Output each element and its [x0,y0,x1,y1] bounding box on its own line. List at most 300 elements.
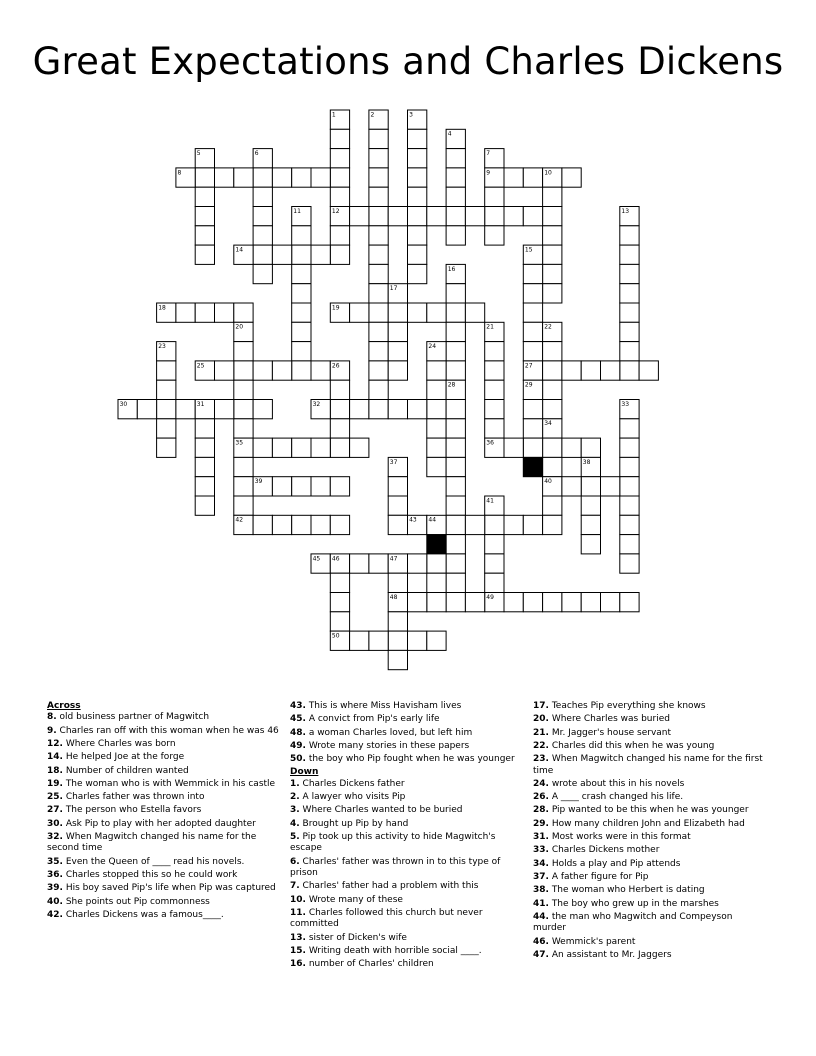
grid-cell[interactable] [620,438,639,457]
grid-cell[interactable] [601,477,620,496]
grid-cell[interactable] [369,187,388,206]
grid-cell[interactable] [311,438,330,457]
grid-cell[interactable] [311,361,330,380]
grid-cell[interactable] [543,380,562,399]
grid-cell[interactable] [272,245,291,264]
grid-cell[interactable] [446,573,465,592]
grid-cell[interactable] [465,515,484,534]
grid-cell[interactable] [157,361,176,380]
grid-cell[interactable] [465,593,484,612]
clue-text: Brought up Pip by hand [299,818,409,829]
grid-cell[interactable] [446,515,465,534]
grid-cell[interactable] [350,438,369,457]
grid-cell[interactable] [523,342,542,361]
grid-cell[interactable] [446,419,465,438]
grid-cell[interactable] [195,187,214,206]
grid-cell[interactable] [408,207,427,226]
grid-cell[interactable] [292,284,311,303]
grid-cell[interactable] [620,535,639,554]
grid-cell[interactable] [427,535,446,554]
grid-cell[interactable] [446,284,465,303]
grid-cell[interactable] [485,419,504,438]
grid-cell[interactable] [234,342,253,361]
grid-cell[interactable] [543,593,562,612]
grid-cell[interactable] [485,226,504,245]
grid-cell[interactable] [523,515,542,534]
grid-cell[interactable] [408,264,427,283]
grid-cell[interactable] [330,593,349,612]
grid-cell[interactable] [234,400,253,419]
grid-cell[interactable] [311,515,330,534]
grid-cell[interactable] [485,554,504,573]
grid-cell[interactable] [485,207,504,226]
grid-cell[interactable] [253,438,272,457]
grid-cell[interactable] [330,245,349,264]
grid-cell[interactable] [620,457,639,476]
grid-cell[interactable] [369,342,388,361]
grid-cell[interactable] [292,245,311,264]
grid-cell[interactable] [485,535,504,554]
grid-cell[interactable] [330,187,349,206]
grid-cell[interactable] [562,477,581,496]
grid-cell[interactable] [408,187,427,206]
grid-cell[interactable] [176,400,195,419]
grid-cell[interactable] [543,264,562,283]
grid-cell[interactable] [427,631,446,650]
grid-cell[interactable] [581,515,600,534]
grid-cell[interactable] [408,400,427,419]
grid-cell[interactable] [330,129,349,148]
grid-cell[interactable] [485,573,504,592]
grid-cell[interactable] [176,303,195,322]
grid-cell[interactable] [504,593,523,612]
grid-cell[interactable] [350,303,369,322]
grid-cell[interactable] [234,419,253,438]
grid-cell[interactable] [446,496,465,515]
grid-cell[interactable] [543,245,562,264]
grid-cell[interactable] [446,149,465,168]
grid-cell[interactable] [330,438,349,457]
grid-cell[interactable] [543,457,562,476]
grid-cell[interactable] [543,226,562,245]
grid-cell[interactable] [234,496,253,515]
cell-number: 21 [486,323,494,331]
clue-number: 22. [533,740,549,751]
grid-cell[interactable] [485,187,504,206]
grid-cell[interactable] [446,322,465,341]
grid-cell[interactable] [195,496,214,515]
grid-cell[interactable] [427,438,446,457]
grid-cell[interactable] [195,207,214,226]
grid-cell[interactable] [543,400,562,419]
grid-cell[interactable] [330,515,349,534]
grid-cell[interactable] [388,477,407,496]
grid-cell[interactable] [446,226,465,245]
grid-cell[interactable] [446,477,465,496]
grid-cell[interactable] [620,226,639,245]
grid-cell[interactable] [408,245,427,264]
grid-cell[interactable] [311,168,330,187]
clue-text: Most works were in this format [548,832,691,843]
grid-cell[interactable] [620,496,639,515]
grid-cell[interactable] [504,515,523,534]
grid-cell[interactable] [369,226,388,245]
grid-cell[interactable] [543,187,562,206]
grid-cell[interactable] [215,400,234,419]
grid-cell[interactable] [446,342,465,361]
grid-cell[interactable] [620,361,639,380]
grid-cell[interactable] [388,303,407,322]
clue-text: Wrote many of these [305,894,403,905]
clue-number: 10. [290,894,306,905]
grid-cell[interactable] [292,515,311,534]
grid-cell[interactable] [195,226,214,245]
grid-cell[interactable] [504,207,523,226]
grid-cell[interactable] [253,187,272,206]
cell-number: 7 [486,150,491,157]
clue-number: 49. [290,740,306,751]
grid-cell[interactable] [562,438,581,457]
grid-cell[interactable] [234,457,253,476]
clue-number: 48. [290,727,306,738]
grid-cell[interactable] [388,342,407,361]
grid-cell[interactable] [620,322,639,341]
grid-cell[interactable] [388,207,407,226]
grid-cell[interactable] [446,303,465,322]
grid-cell[interactable] [253,515,272,534]
grid-cell[interactable] [369,400,388,419]
grid-cell[interactable] [427,361,446,380]
grid-cell[interactable] [330,612,349,631]
grid-cell[interactable] [446,207,465,226]
clue-text: Writing death with horrible social ____. [305,946,482,957]
grid-cell[interactable] [157,419,176,438]
across-heading: Across [47,701,81,711]
grid-cell[interactable] [234,380,253,399]
grid-cell[interactable] [292,264,311,283]
grid-cell[interactable] [427,457,446,476]
grid-cell[interactable] [215,361,234,380]
grid-cell[interactable] [523,322,542,341]
grid-cell[interactable] [369,322,388,341]
grid-cell[interactable] [253,400,272,419]
grid-cell[interactable] [427,554,446,573]
grid-cell[interactable] [369,284,388,303]
grid-cell[interactable] [523,168,542,187]
grid-cell[interactable] [369,303,388,322]
grid-cell[interactable] [330,477,349,496]
clue-across-18 [47,766,282,777]
clue-down-41 [533,899,768,910]
grid-cell[interactable] [446,535,465,554]
grid-cell[interactable] [330,380,349,399]
clue-number: 39. [47,883,63,894]
grid-cell[interactable] [523,593,542,612]
grid-cell[interactable] [446,593,465,612]
grid-cell[interactable] [195,168,214,187]
down-heading: Down [290,767,319,778]
grid-cell[interactable] [350,554,369,573]
clue-down-44 [533,912,768,935]
grid-cell[interactable] [581,438,600,457]
grid-cell[interactable] [562,168,581,187]
grid-cell[interactable] [408,593,427,612]
grid-cell[interactable] [427,419,446,438]
grid-cell[interactable] [215,168,234,187]
clue-across-19 [47,779,282,790]
grid-cell[interactable] [195,438,214,457]
grid-cell[interactable] [253,264,272,283]
grid-cell[interactable] [620,515,639,534]
grid-cell[interactable] [292,438,311,457]
grid-cell[interactable] [523,303,542,322]
grid-cell[interactable] [639,361,658,380]
grid-cell[interactable] [446,361,465,380]
grid-cell[interactable] [369,168,388,187]
grid-cell[interactable] [272,438,291,457]
grid-cell[interactable] [388,631,407,650]
grid-cell[interactable] [408,303,427,322]
grid-cell[interactable] [581,496,600,515]
grid-cell[interactable] [620,264,639,283]
clue-across-50 [290,754,525,765]
grid-cell[interactable] [311,245,330,264]
grid-cell[interactable] [195,245,214,264]
grid-cell[interactable] [523,438,542,457]
grid-cell[interactable] [369,361,388,380]
grid-cell[interactable] [292,342,311,361]
grid-cell[interactable] [504,438,523,457]
grid-cell[interactable] [427,400,446,419]
grid-cell[interactable] [234,168,253,187]
grid-cell[interactable] [234,477,253,496]
grid-cell[interactable] [388,361,407,380]
grid-cell[interactable] [330,226,349,245]
grid-cell[interactable] [272,168,291,187]
cell-number: 19 [331,304,340,312]
grid-cell[interactable] [581,593,600,612]
grid-cell[interactable] [253,245,272,264]
grid-cell[interactable] [581,535,600,554]
clue-number: 5. [290,832,300,843]
clue-down-21 [533,728,768,739]
grid-cell[interactable] [253,226,272,245]
grid-cell[interactable] [292,168,311,187]
clue-text: Pip took up this activity to hide Magwitch's escape [290,832,496,854]
grid-cell[interactable] [292,477,311,496]
cell-number: 45 [312,555,321,563]
grid-cell[interactable] [543,361,562,380]
cell-number: 6 [254,150,259,157]
grid-cell[interactable] [485,515,504,534]
grid-cell[interactable] [272,515,291,534]
grid-cell[interactable] [601,593,620,612]
grid-cell[interactable] [292,226,311,245]
clue-number: 27. [47,805,63,816]
clue-across-40 [47,897,282,908]
grid-cell[interactable] [446,168,465,187]
grid-cell[interactable] [427,303,446,322]
grid-cell[interactable] [195,303,214,322]
grid-cell[interactable] [350,631,369,650]
grid-cell[interactable] [543,515,562,534]
grid-cell[interactable] [157,438,176,457]
grid-cell[interactable] [485,400,504,419]
clue-text: Charles ran off with this woman when he was 46 [56,725,279,736]
grid-cell[interactable] [465,207,484,226]
grid-cell[interactable] [388,322,407,341]
grid-cell[interactable] [427,573,446,592]
grid-cell[interactable] [620,593,639,612]
grid-cell[interactable] [388,612,407,631]
grid-cell[interactable] [446,400,465,419]
grid-cell[interactable] [523,457,542,476]
grid-cell[interactable] [523,264,542,283]
cell-number: 13 [621,207,630,215]
grid-cell[interactable] [369,554,388,573]
clue-across-25 [47,792,282,803]
grid-cell[interactable] [581,361,600,380]
grid-cell[interactable] [388,573,407,592]
clue-text: When Magwitch changed his name for the second time [47,832,257,854]
cell-number: 37 [389,458,398,466]
grid-cell[interactable] [195,457,214,476]
grid-cell[interactable] [446,457,465,476]
grid-cell[interactable] [446,187,465,206]
grid-cell[interactable] [292,322,311,341]
cell-number: 47 [389,555,398,563]
grid-cell[interactable] [427,593,446,612]
grid-cell[interactable] [581,477,600,496]
grid-cell[interactable] [446,438,465,457]
grid-cell[interactable] [369,264,388,283]
cell-number: 49 [486,593,494,601]
grid-cell[interactable] [523,419,542,438]
grid-cell[interactable] [137,400,156,419]
grid-cell[interactable] [543,284,562,303]
grid-cell[interactable] [369,207,388,226]
cell-number: 5 [196,150,201,157]
grid-cell[interactable] [234,303,253,322]
grid-cell[interactable] [504,168,523,187]
grid-cell[interactable] [215,303,234,322]
grid-cell[interactable] [523,207,542,226]
clue-number: 3. [290,805,300,816]
grid-cell[interactable] [543,496,562,515]
grid-cell[interactable] [485,380,504,399]
grid-cell[interactable] [543,342,562,361]
grid-cell[interactable] [620,284,639,303]
grid-cell[interactable] [408,554,427,573]
grid-cell[interactable] [523,284,542,303]
grid-cell[interactable] [427,207,446,226]
grid-cell[interactable] [543,207,562,226]
grid-cell[interactable] [369,129,388,148]
grid-cell[interactable] [272,477,291,496]
grid-cell[interactable] [562,361,581,380]
grid-cell[interactable] [253,168,272,187]
grid-cell[interactable] [465,303,484,322]
cell-number: 35 [235,439,244,447]
grid-cell[interactable] [330,400,349,419]
grid-cell[interactable] [408,129,427,148]
grid-cell[interactable] [523,400,542,419]
grid-cell[interactable] [157,380,176,399]
grid-cell[interactable] [330,419,349,438]
clue-number: 7. [290,881,300,892]
grid-cell[interactable] [620,419,639,438]
grid-cell[interactable] [388,515,407,534]
clue-down-24 [533,779,768,790]
cell-number: 18 [158,304,166,312]
grid-cell[interactable] [388,650,407,669]
grid-cell[interactable] [601,361,620,380]
clue-text: A father figure for Pip [548,871,649,882]
grid-cell[interactable] [620,342,639,361]
grid-cell[interactable] [388,400,407,419]
grid-cell[interactable] [408,168,427,187]
grid-cell[interactable] [408,149,427,168]
grid-cell[interactable] [369,149,388,168]
grid-cell[interactable] [369,631,388,650]
grid-cell[interactable] [446,554,465,573]
cell-number: 12 [331,207,340,215]
clue-number: 29. [533,818,549,829]
grid-cell[interactable] [330,168,349,187]
grid-cell[interactable] [485,361,504,380]
grid-cell[interactable] [350,207,369,226]
grid-cell[interactable] [292,303,311,322]
grid-cell[interactable] [253,361,272,380]
grid-cell[interactable] [620,245,639,264]
clue-across-39 [47,883,282,894]
grid-cell[interactable] [388,496,407,515]
grid-cell[interactable] [485,342,504,361]
grid-cell[interactable] [369,245,388,264]
clue-down-7 [290,881,525,892]
grid-cell[interactable] [350,400,369,419]
grid-cell[interactable] [330,149,349,168]
grid-cell[interactable] [234,361,253,380]
clue-number: 30. [47,818,63,829]
grid-cell[interactable] [369,380,388,399]
grid-cell[interactable] [408,226,427,245]
grid-cell[interactable] [408,631,427,650]
clue-down-26 [533,792,768,803]
grid-cell[interactable] [272,361,291,380]
grid-cell[interactable] [543,438,562,457]
grid-cell[interactable] [292,361,311,380]
grid-cell[interactable] [253,207,272,226]
grid-cell[interactable] [620,554,639,573]
clue-text: Mr. Jagger's house servant [548,727,672,738]
clue-across-32 [47,832,282,855]
clues-column-2 [290,701,525,973]
grid-cell[interactable] [427,380,446,399]
grid-cell[interactable] [330,573,349,592]
clue-text: Charles Dickens mother [548,845,660,856]
clue-number: 11. [290,908,306,919]
grid-cell[interactable] [562,593,581,612]
grid-cell[interactable] [195,419,214,438]
grid-cell[interactable] [195,477,214,496]
grid-cell[interactable] [157,400,176,419]
grid-cell[interactable] [311,477,330,496]
grid-cell[interactable] [620,303,639,322]
grid-cell[interactable] [620,477,639,496]
clue-across-48 [290,728,525,739]
cell-number: 30 [119,400,128,408]
